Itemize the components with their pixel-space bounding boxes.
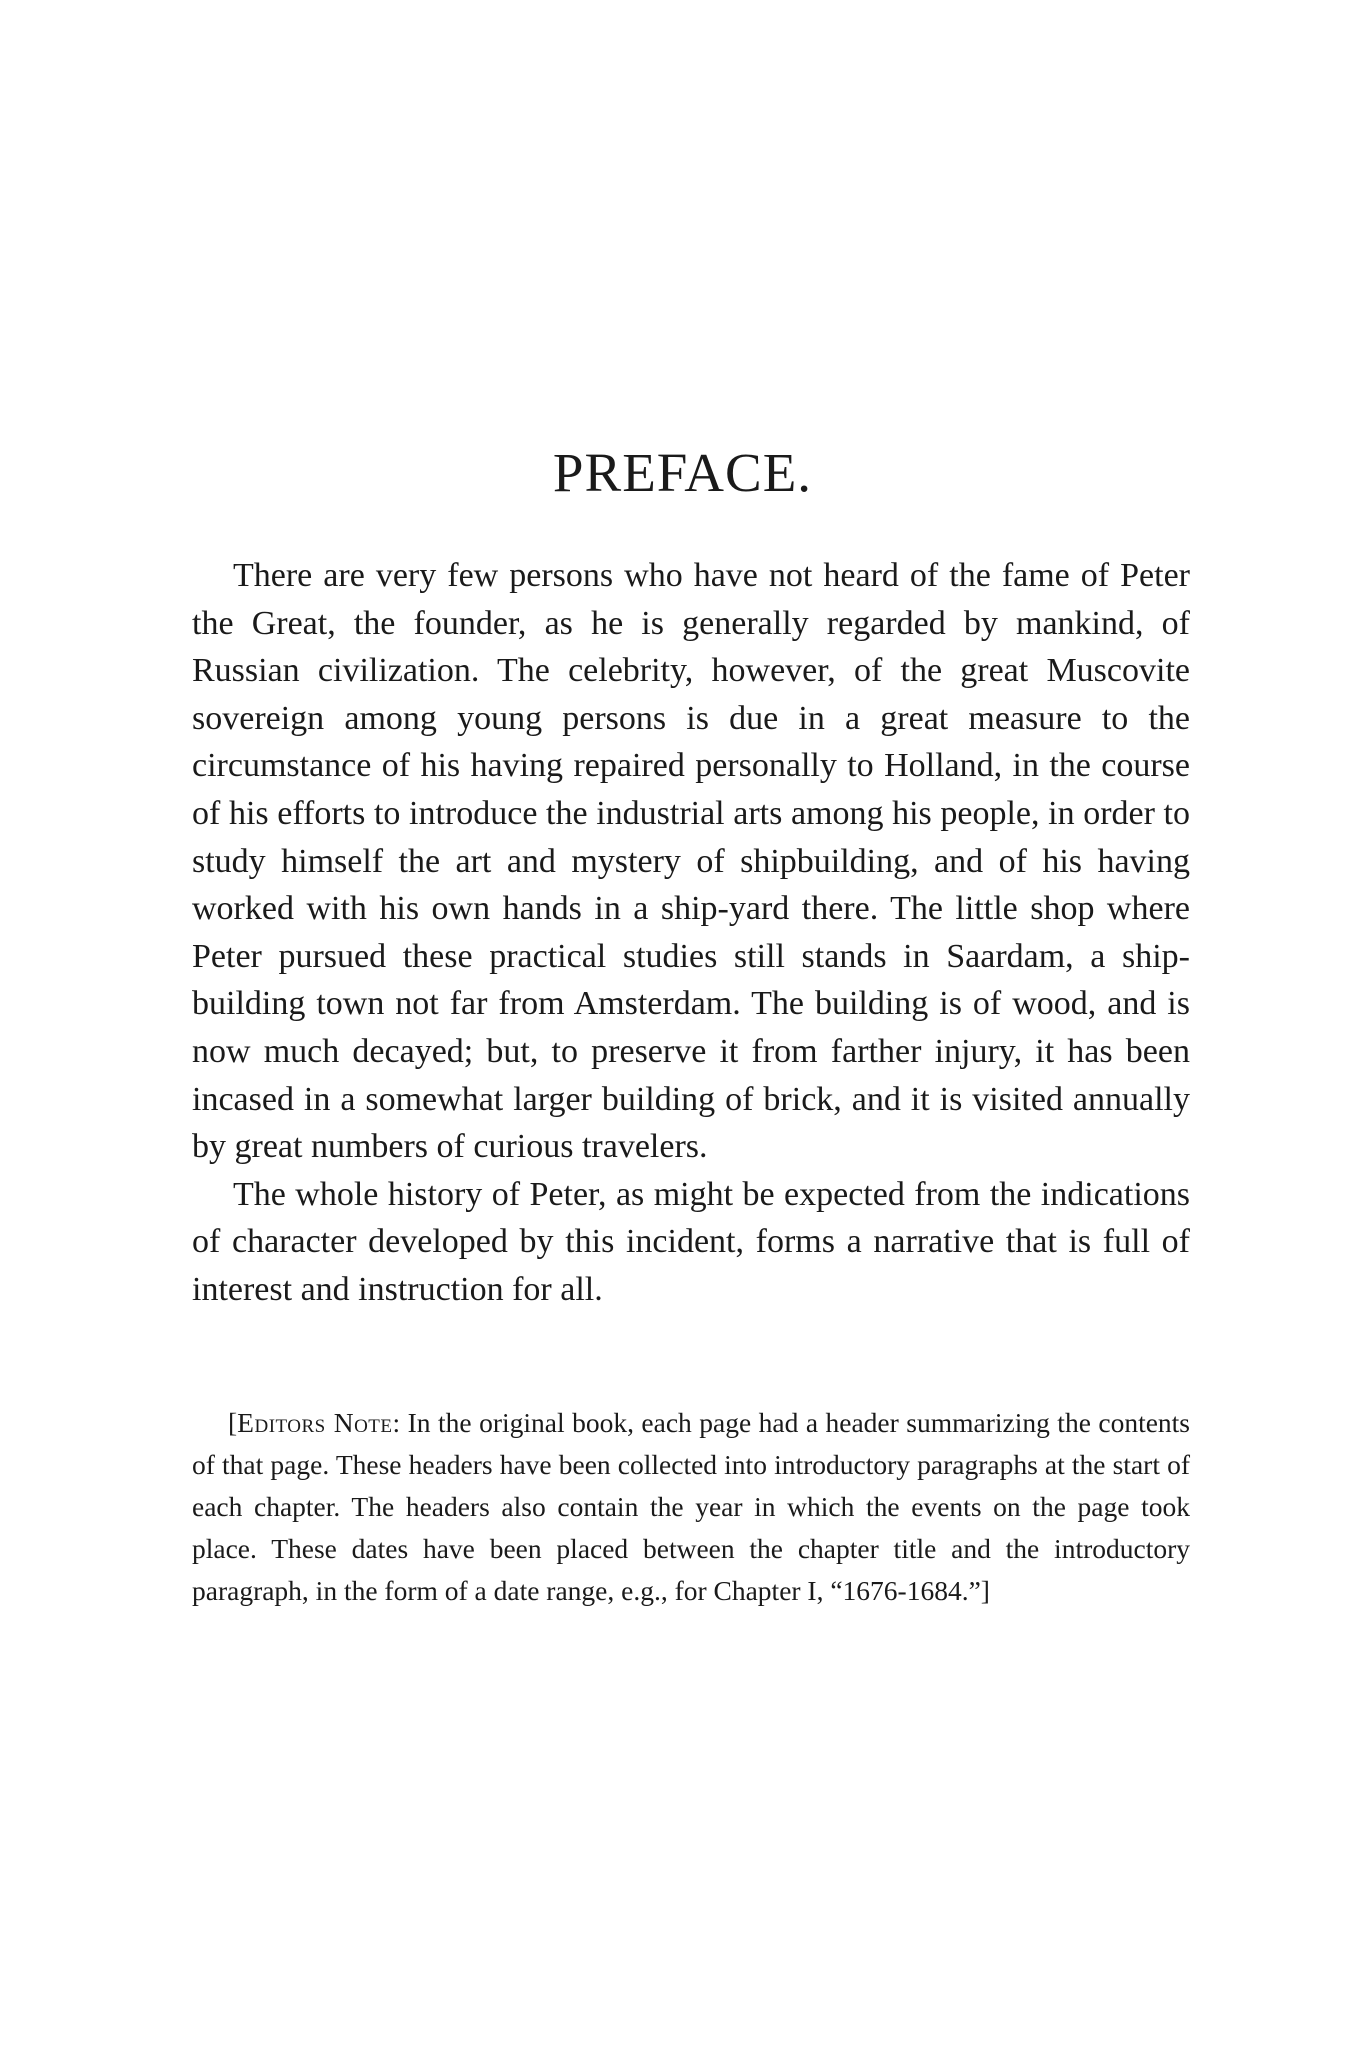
preface-body: [192, 552, 1190, 1314]
editors-note-text: In the original book, each page had a header summarizing the contents of that page. These headers have been collected into introductory paragraphs at the start of each chapter. The headers also contain the year in which the events on the page took place. These dates have been placed between the chapter title and the introductory paragraph, in the form of a date range, e.g., for Chapter I, “1676-1684.”]: [192, 1407, 1191, 1606]
page-title: PREFACE.: [552, 442, 813, 503]
editors-note-label: Editors Note: [237, 1407, 393, 1438]
editors-note: [192, 1402, 1190, 1612]
editors-note-colon: :: [392, 1407, 401, 1438]
preface-paragraph-2: The whole history of Peter, as might be expected from the indications of character developed by this incident, forms a narrative that is full of interest and instruction for all.: [192, 1175, 1190, 1308]
editors-note-paragraph: [192, 1402, 1190, 1612]
editors-note-open-bracket: [: [228, 1407, 238, 1438]
preface-paragraph-1: There are very few persons who have not heard of the fame of Peter the Great, the founder, as he is generally regarded by mankind, of Russian civilization. The celebrity, however, of the great Muscovite sovereign among young persons is due in a great measure to the circumstance of his having repaired personally to Holland, in the course of his efforts to introduce the industrial arts among his people, in order to study himself the art and mystery of shipbuilding, and of his having worked with his own hands in a ship-yard there. The little shop where Peter pursued these practical studies still stands in Saardam, a ship-building town not far from Amsterdam. The building is of wood, and is now much decayed; but, to preserve it from farther injury, it has been incased in a somewhat larger building of brick, and it is visited annually by great numbers of curious travelers.: [192, 557, 1190, 1166]
